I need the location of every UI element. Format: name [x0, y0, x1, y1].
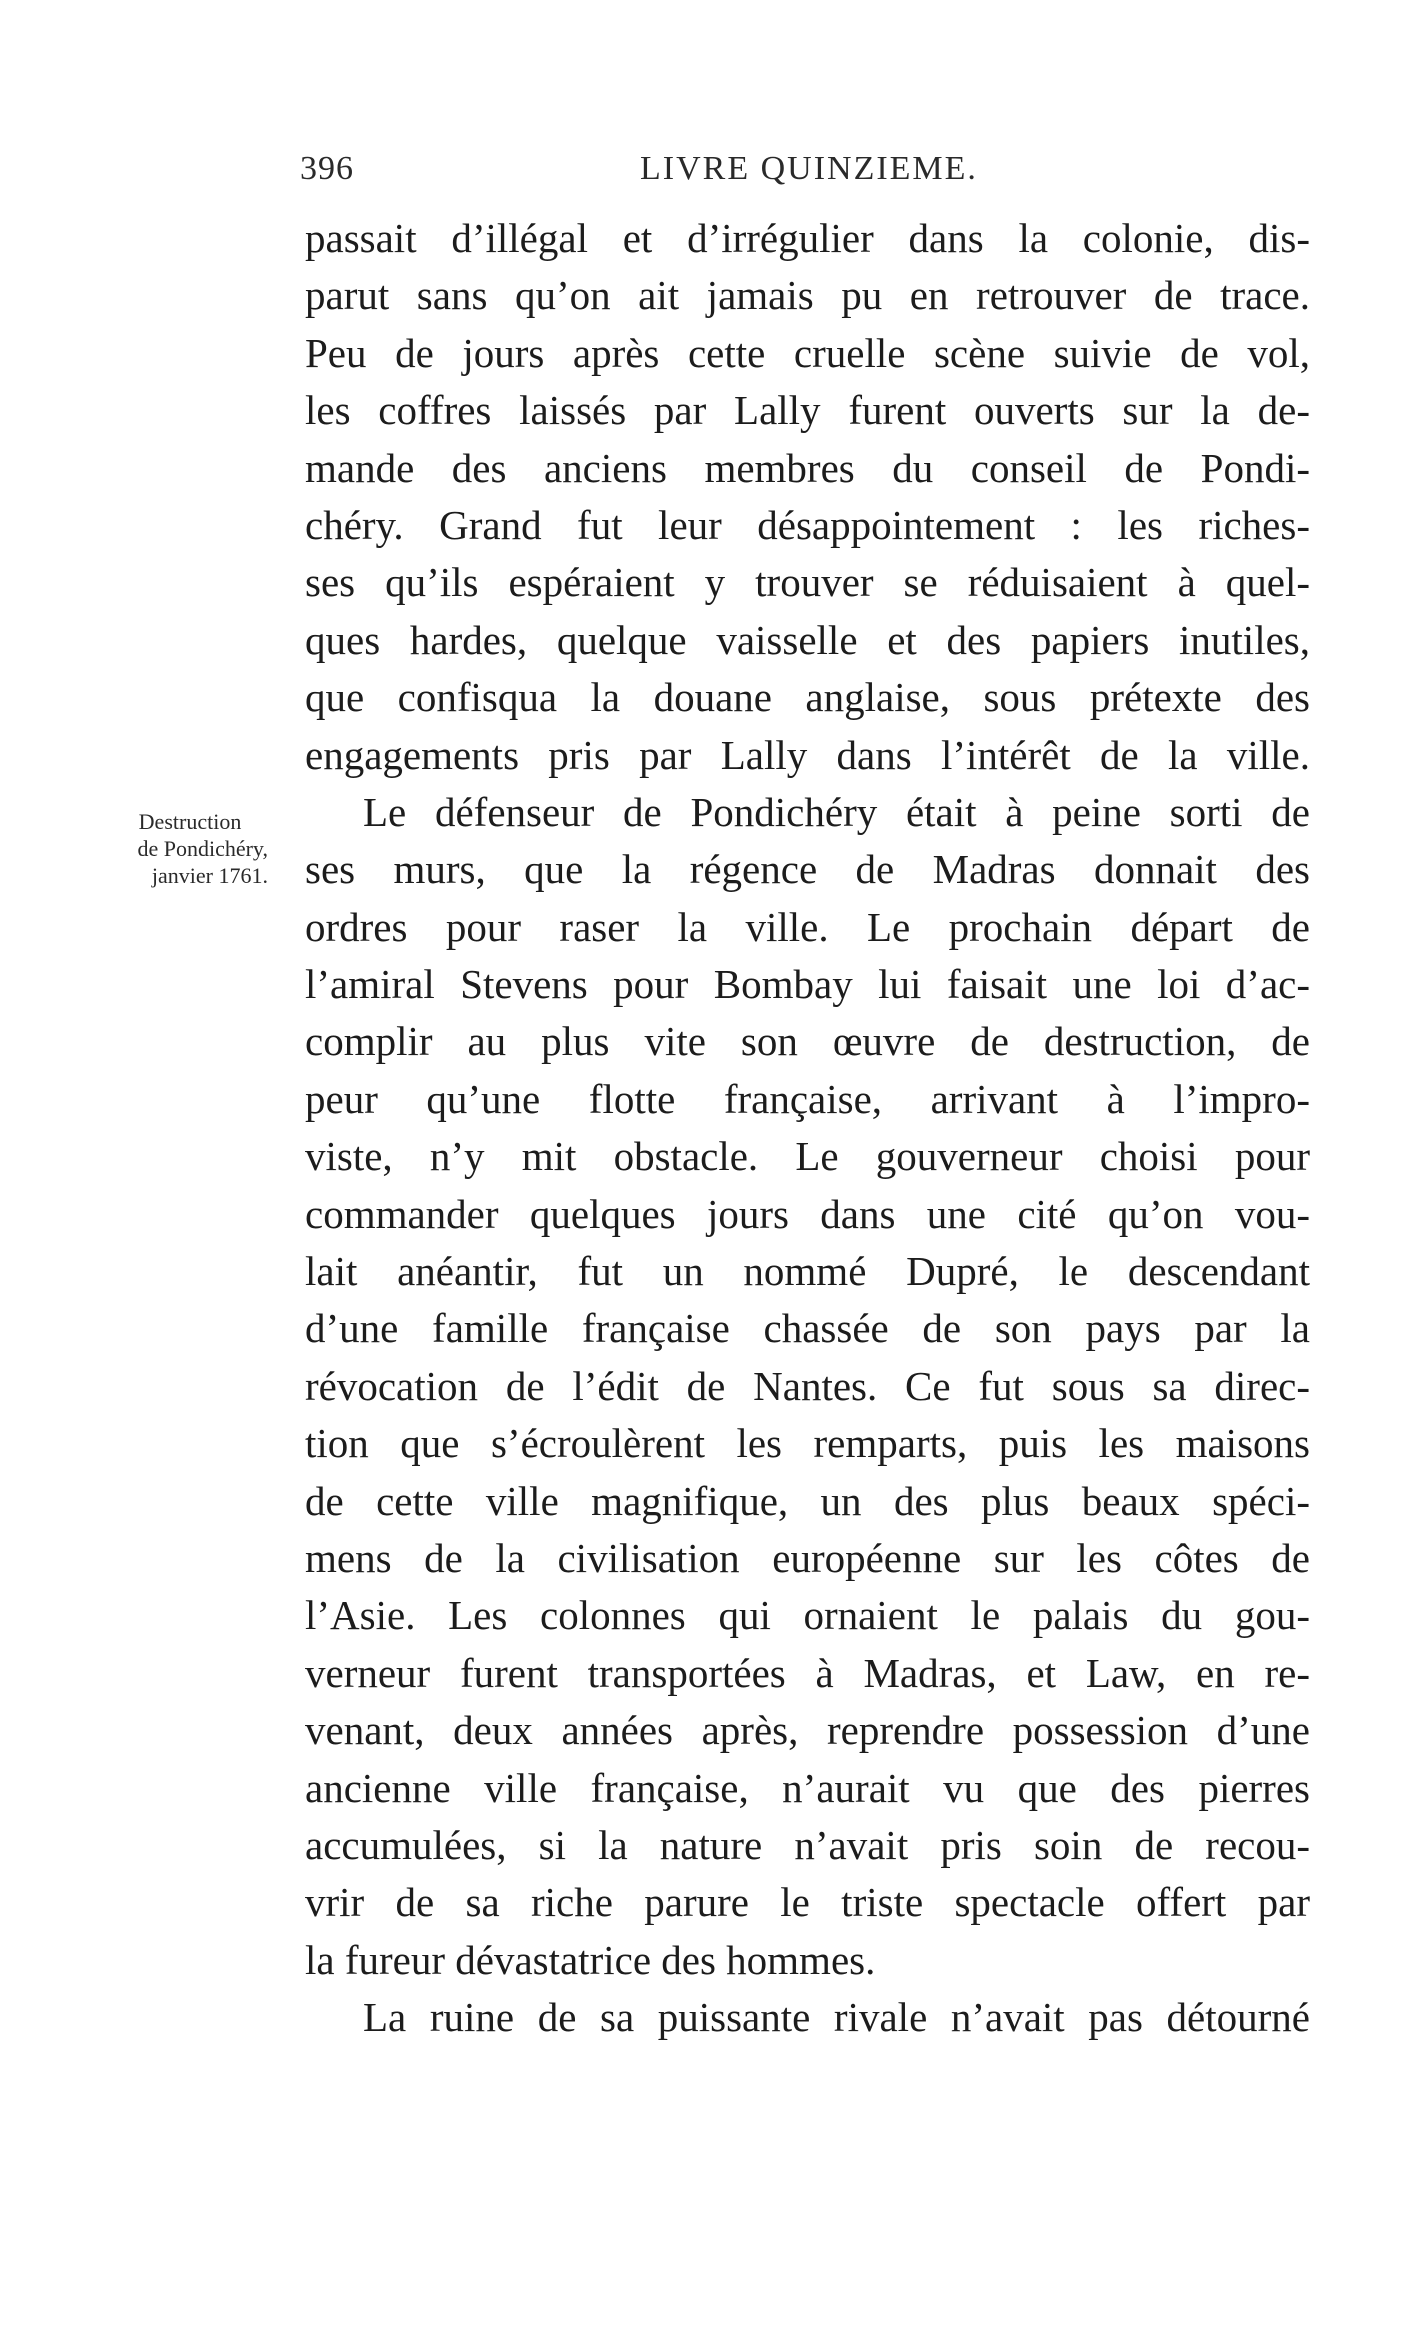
margin-note [108, 808, 268, 889]
text-line: ordres pour raser la ville. Le prochain départ de [305, 903, 1310, 950]
page-number: 396 [300, 150, 354, 187]
text-line: mens de la civilisation européenne sur les côtes de [305, 1534, 1310, 1581]
text-line: l’Asie. Les colonnes qui ornaient le palais du gou- [305, 1592, 1310, 1639]
body-text [305, 210, 1310, 2047]
text-line: ques hardes, quelque vaisselle et des papiers inutiles, [305, 616, 1310, 663]
margin-note-line: de Pondichéry, [137, 836, 268, 861]
text-line: viste, n’y mit obstacle. Le gouverneur choisi pour [305, 1133, 1310, 1180]
text-line: ses murs, que la régence de Madras donnait des [305, 846, 1310, 893]
text-line: Le défenseur de Pondichéry était à peine sorti de [363, 788, 1310, 835]
text-line: d’une famille française chassée de son pays par la [305, 1305, 1310, 1352]
text-line: ses qu’ils espéraient y trouver se réduisaient à quel- [305, 559, 1310, 606]
margin-note-line: Destruction [138, 809, 242, 834]
text-line: mande des anciens membres du conseil de Pondi- [305, 444, 1310, 491]
text-line: la fureur dévastatrice des hommes. [305, 1936, 876, 1983]
text-line: que confisqua la douane anglaise, sous prétexte des [305, 674, 1310, 721]
page-header [300, 150, 1310, 194]
text-line: les coffres laissés par Lally furent ouverts sur la de- [305, 387, 1310, 434]
running-title: LIVRE QUINZIEME. [640, 150, 978, 187]
text-line: La ruine de sa puissante rivale n’avait pas détourné [363, 1994, 1310, 2041]
text-line: vrir de sa riche parure le triste spectacle offert par [305, 1879, 1310, 1926]
text-line: verneur furent transportées à Madras, et Law, en re- [305, 1649, 1310, 1696]
text-line: tion que s’écroulèrent les remparts, puis les maisons [305, 1420, 1310, 1467]
text-line: parut sans qu’on ait jamais pu en retrouver de trace. [305, 272, 1310, 319]
text-line: accumulées, si la nature n’avait pris soin de recou- [305, 1821, 1310, 1868]
text-line: complir au plus vite son œuvre de destruction, de [305, 1018, 1310, 1065]
text-line: peur qu’une flotte française, arrivant à l’impro- [305, 1075, 1310, 1122]
text-line: lait anéantir, fut un nommé Dupré, le descendant [305, 1248, 1310, 1295]
text-line: de cette ville magnifique, un des plus beaux spéci- [305, 1477, 1310, 1524]
text-line: venant, deux années après, reprendre possession d’une [305, 1707, 1310, 1754]
text-line: Peu de jours après cette cruelle scène suivie de vol, [305, 329, 1310, 376]
text-line: ancienne ville française, n’aurait vu que des pierres [305, 1764, 1310, 1811]
margin-note-line: janvier 1761. [151, 863, 268, 888]
text-line: l’amiral Stevens pour Bombay lui faisait une loi d’ac- [305, 961, 1310, 1008]
text-line: révocation de l’édit de Nantes. Ce fut sous sa direc- [305, 1362, 1310, 1409]
text-line: engagements pris par Lally dans l’intérêt de la ville. [305, 731, 1310, 778]
text-line: chéry. Grand fut leur désappointement : les riches- [305, 501, 1310, 548]
text-line: commander quelques jours dans une cité qu’on vou- [305, 1190, 1310, 1237]
text-line: passait d’illégal et d’irrégulier dans la colonie, dis- [305, 215, 1310, 261]
